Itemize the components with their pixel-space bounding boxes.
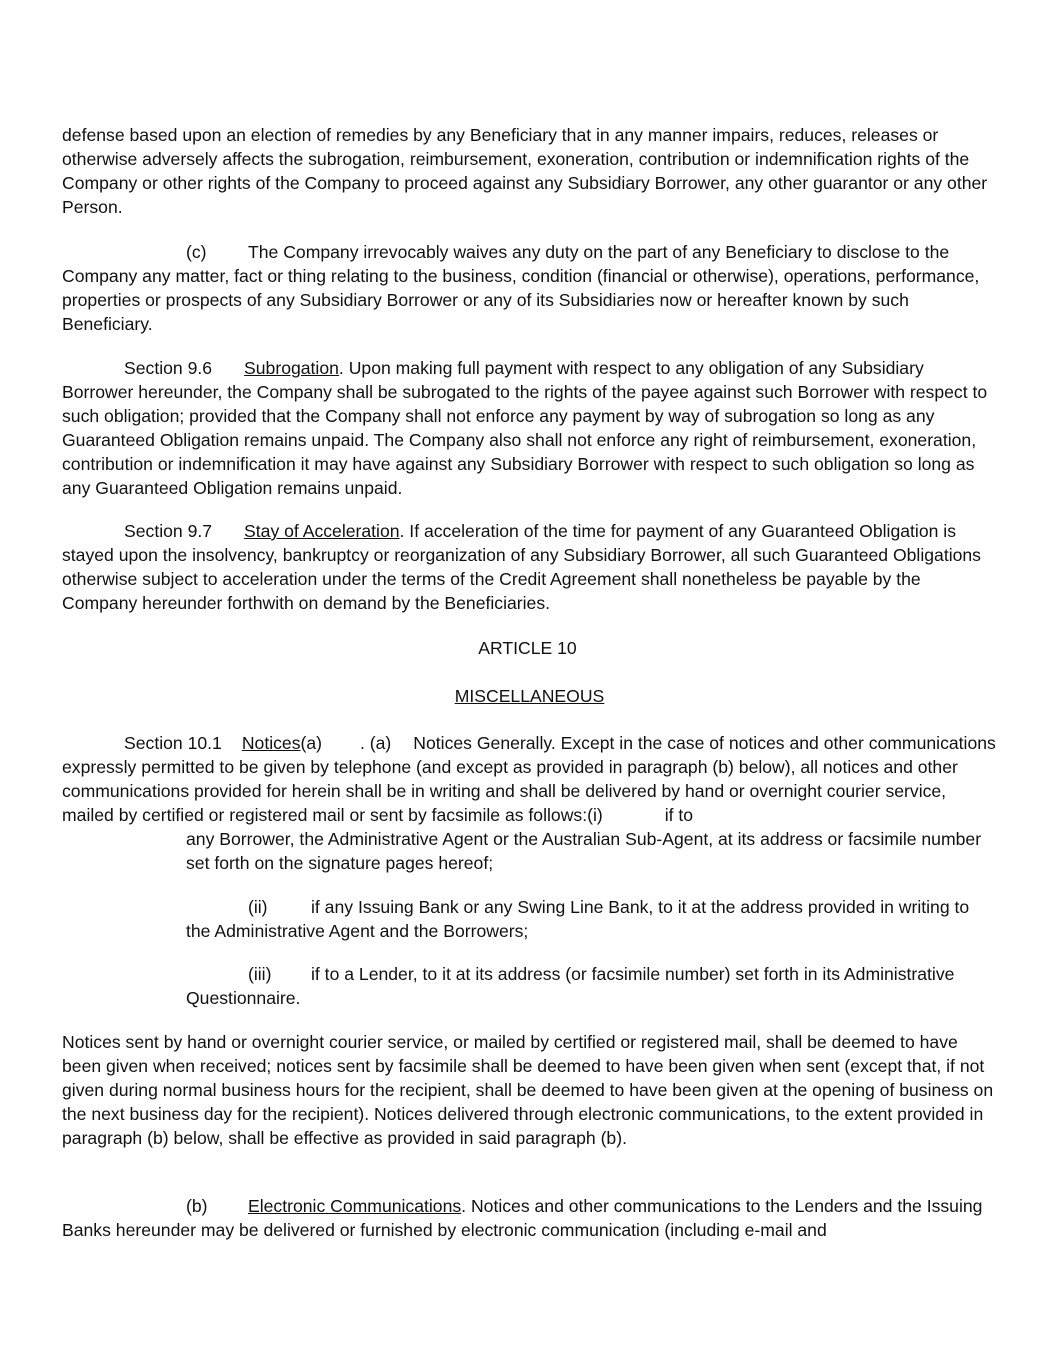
item-label: (b) bbox=[186, 1196, 208, 1216]
section-9-7 bbox=[62, 519, 997, 615]
article-title-text: MISCELLANEOUS bbox=[454, 686, 605, 706]
paragraph-text: The Company irrevocably waives any duty on the part of any Beneficiary to disclose to the Company any matter, fact or thing relating to the business, condition (financial or otherwise), operations, performance, properties or prospects of any Subsidiary Borrower or any of its Subsidiaries now or hereafter known by such Beneficiary. bbox=[62, 242, 980, 334]
paragraph-text: defense based upon an election of remedies by any Beneficiary that in any manner impairs, reduces, releases or otherwise adversely affects the subrogation, reimbursement, exoneration, contribution or indemnification rights of the Company or other rights of the Company to proceed against any Subsidiary Borrower, any other guarantor or any other Person. bbox=[62, 125, 988, 217]
section-number: Section 9.6 bbox=[124, 358, 213, 378]
item-label: (iii) bbox=[248, 964, 272, 984]
section-marker: . (a) bbox=[360, 733, 392, 753]
item-label: (i) bbox=[587, 805, 603, 825]
section-text: . Except in the case of notices and other communications expressly permitted to be given by telephone (and except as provided in paragraph (b) below), all notices and other communications provided for herein shall be in writing and shall be delivered by hand or overnight courier service, mailed by certified or registered mail or sent by facsimile as follows: bbox=[62, 733, 996, 825]
paragraph-defense bbox=[62, 123, 997, 219]
subsection-title: Electronic Communications bbox=[248, 1196, 462, 1216]
section-title: Notices bbox=[241, 733, 301, 753]
item-i bbox=[186, 827, 997, 875]
item-label: (c) bbox=[186, 242, 207, 262]
section-text: . Upon making full payment with respect to any obligation of any Subsidiary Borrower hereunder, the Company shall be subrogated to the rights of the payee against such Borrower with respect to such obligation; provided that the Company shall not enforce any payment by way of subrogation so long as any Guaranteed Obligation remains unpaid. The Company also shall not enforce any right of reimbursement, exoneration, contribution or indemnification it may have against any Subsidiary Borrower with respect to such obligation so long as any Guaranteed Obligation remains unpaid. bbox=[62, 358, 988, 498]
subsection-title: Notices Generally bbox=[413, 733, 551, 753]
paragraph-text: Notices sent by hand or overnight courier service, or mailed by certified or registered mail, shall be deemed to have been given when received; notices sent by facsimile shall be deemed to have been given when sent (except that, if not given during normal business hours for the recipient, shall be deemed to have been given at the opening of business on the next business day for the recipient). Notices delivered through electronic communications, to the extent provided in paragraph (b) below, shall be effective as provided in said paragraph (b). bbox=[62, 1032, 994, 1148]
item-text: if to a Lender, to it at its address (or facsimile number) set forth in its Administrative Questionnaire. bbox=[186, 964, 955, 1008]
article-title bbox=[62, 684, 997, 708]
section-10-1 bbox=[62, 731, 997, 827]
section-text: . If acceleration of the time for payment of any Guaranteed Obligation is stayed upon the insolvency, bankruptcy or reorganization of any Subsidiary Borrower, all such Guaranteed Obligations otherwise subject to acceleration under the terms of the Credit Agreement shall nonetheless be payable by the Company hereunder forthwith on demand by the Beneficiaries. bbox=[62, 521, 981, 613]
item-lead: if to bbox=[664, 805, 694, 825]
paragraph-text: . Notices and other communications to the Lenders and the Issuing Banks hereunder may be delivered or furnished by electronic communication (including e-mail and bbox=[62, 1196, 983, 1240]
item-text: any Borrower, the Administrative Agent or the Australian Sub-Agent, at its address or facsimile number set forth on the signature pages hereof; bbox=[186, 829, 982, 873]
section-title: Stay of Acceleration bbox=[244, 521, 400, 541]
section-title: Subrogation bbox=[244, 358, 339, 378]
item-text: if any Issuing Bank or any Swing Line Bank, to it at the address provided in writing to the Administrative Agent and the Borrowers; bbox=[186, 897, 970, 941]
item-iii bbox=[186, 962, 997, 1010]
article-number: ARTICLE 10 bbox=[478, 638, 577, 658]
section-title-suffix: (a) bbox=[300, 733, 323, 753]
section-9-6 bbox=[62, 356, 997, 500]
item-label: (ii) bbox=[248, 897, 268, 917]
article-heading bbox=[62, 636, 997, 660]
item-ii bbox=[186, 895, 997, 943]
paragraph-notices bbox=[62, 1030, 997, 1150]
section-number: Section 9.7 bbox=[124, 521, 213, 541]
paragraph-b bbox=[62, 1194, 997, 1242]
section-number: Section 10.1 bbox=[124, 733, 222, 753]
paragraph-c bbox=[62, 240, 997, 336]
